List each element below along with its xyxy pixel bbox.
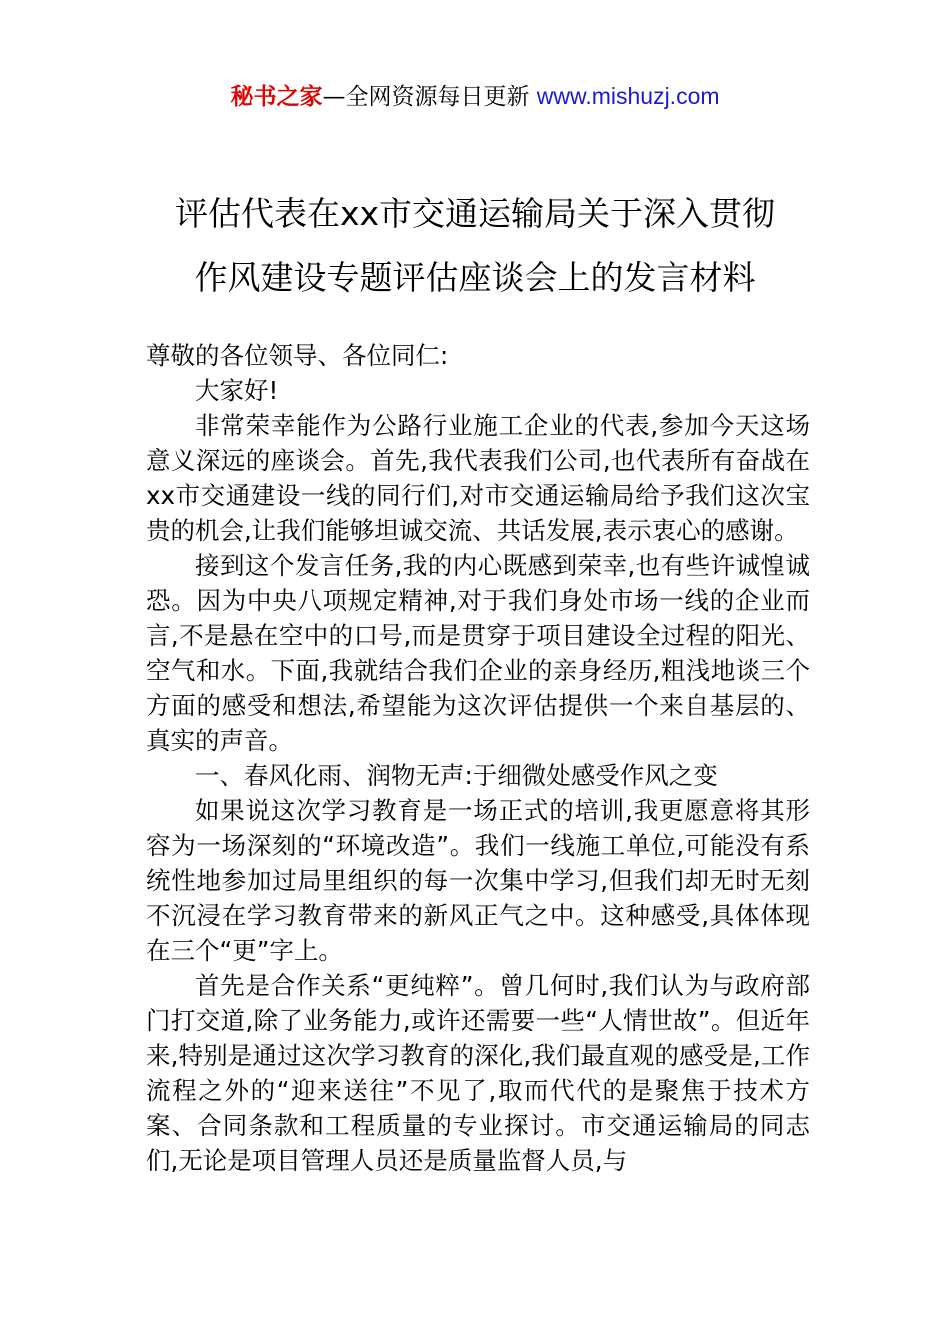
paragraph: 首先是合作关系“更纯粹”。曾几何时,我们认为与政府部门打交道,除了业务能力,或许还需要一些“人情世故”。但近年来,特别是通过这次学习教育的深化,我们最直观的感受是,工作流程之外的“迎来送往”不见了,取而代代的是聚焦于技术方案、合同条款和工程质量的专业探讨。市交通运输局的同志们,无论是项目管理人员还是质量监督人员,与 (146, 971, 810, 1175)
section-heading: 一、春风化雨、润物无声:于细微处感受作风之变 (195, 761, 718, 790)
header-tagline: —全网资源每日更新 (322, 84, 537, 110)
title-line-1: 评估代表在xx市交通运输局关于深入贯彻 (174, 194, 776, 233)
brand-name: 秘书之家 (230, 84, 323, 110)
salutation: 尊敬的各位领导、各位同仁: (146, 341, 449, 370)
document-title (100, 182, 850, 310)
paragraph: 如果说这次学习教育是一场正式的培训,我更愿意将其形容为一场深刻的“环境改造”。我们一线施工单位,可能没有系统性地参加过局里组织的每一次集中学习,但我们却无时无刻不沉浸在学习教育带来的新风正气之中。这种感受,具体体现在三个“更”字上。 (146, 796, 810, 965)
paragraph: 非常荣幸能作为公路行业施工企业的代表,参加今天这场意义深远的座谈会。首先,我代表我们公司,也代表所有奋战在xx市交通建设一线的同行们,对市交通运输局给予我们这次宝贵的机会,让我们能够坦诚交流、共话发展,表示衷心的感谢。 (146, 411, 810, 545)
document-body (146, 338, 810, 1178)
site-url-link[interactable]: www.mishuzj.com (536, 83, 720, 109)
title-line-2: 作风建设专题评估座谈会上的发言材料 (194, 258, 756, 297)
site-header (0, 80, 950, 113)
greeting: 大家好! (195, 376, 279, 405)
paragraph: 接到这个发言任务,我的内心既感到荣幸,也有些许诚惶诚恐。因为中央八项规定精神,对于我们身处市场一线的企业而言,不是悬在空中的口号,而是贯穿于项目建设全过程的阳光、空气和水。下面,我就结合我们企业的亲身经历,粗浅地谈三个方面的感受和想法,希望能为这次评估提供一个来自基层的、真实的声音。 (146, 551, 810, 755)
